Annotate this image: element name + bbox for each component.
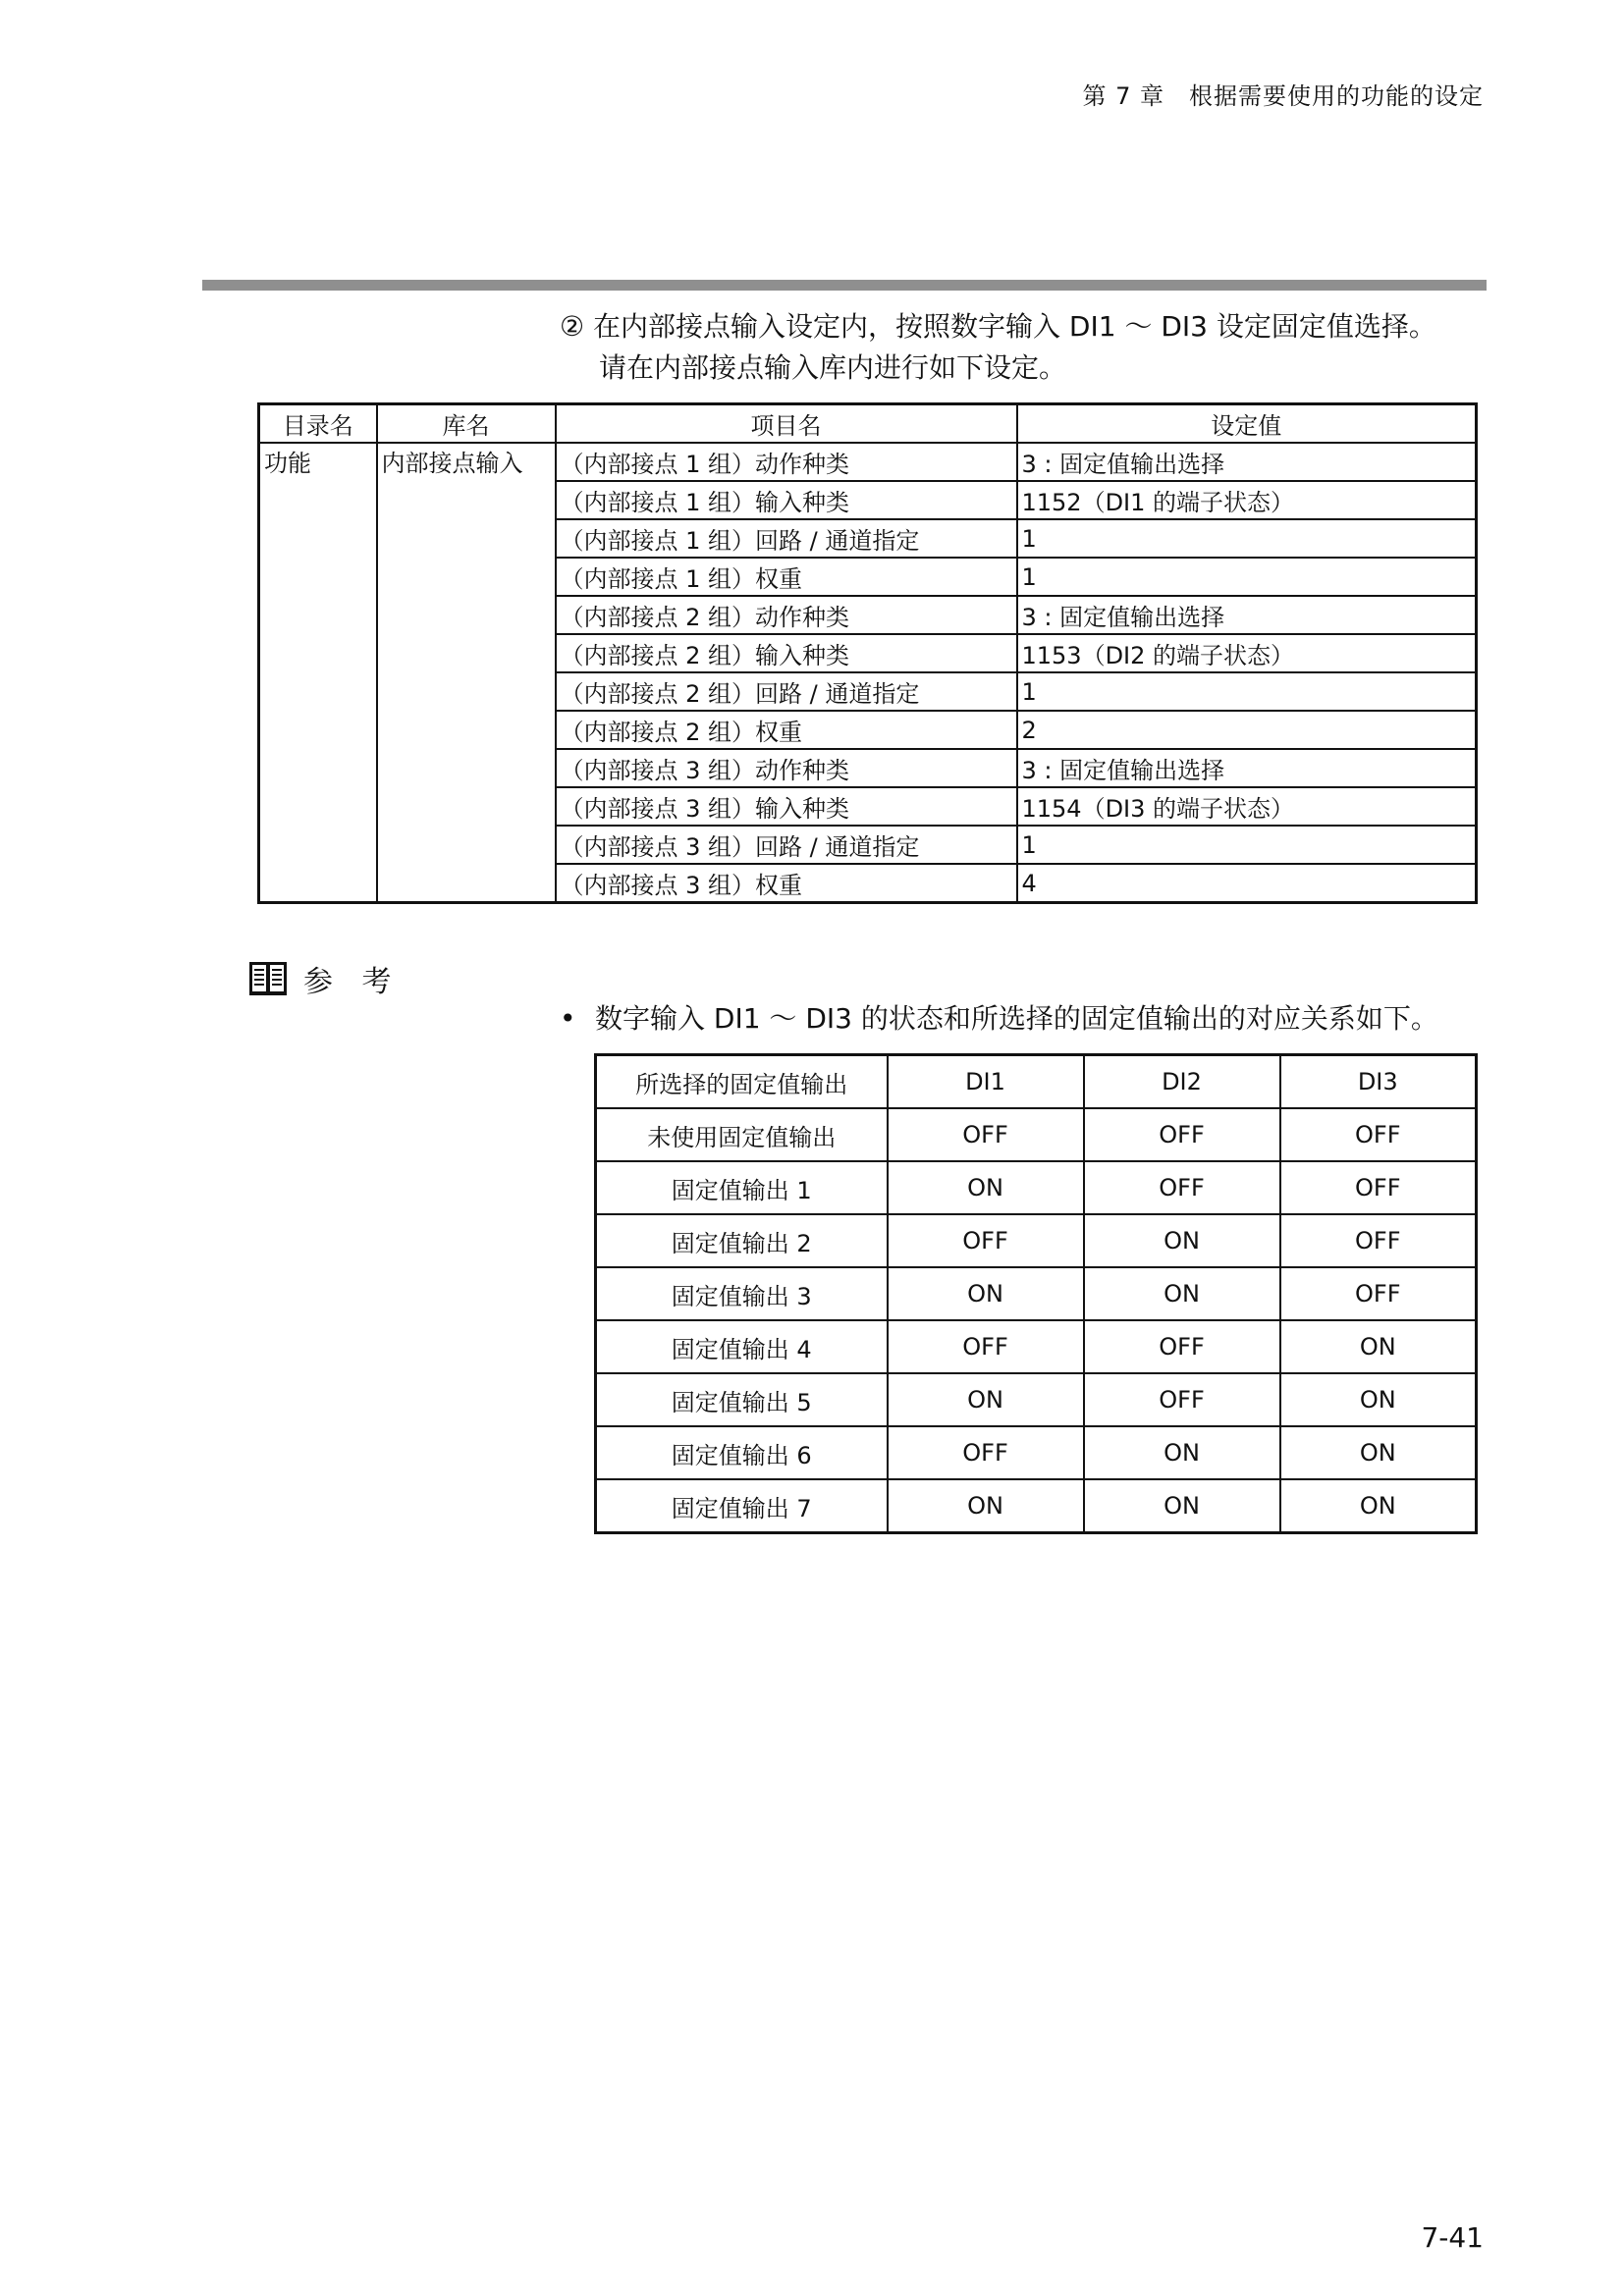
di2-cell: ON (1084, 1479, 1280, 1533)
settings-row (259, 749, 1477, 787)
di2-cell: OFF (1084, 1320, 1280, 1373)
settings-row (259, 596, 1477, 634)
fixed-output-cell: 固定值输出 6 (596, 1426, 888, 1479)
settings-row (259, 864, 1477, 903)
reference-title: 参 考 (303, 965, 402, 999)
library-cell-empty (377, 787, 556, 826)
item-name-cell: （内部接点 2 组）回路 / 通道指定 (556, 672, 1017, 711)
item-name-cell: （内部接点 2 组）输入种类 (556, 634, 1017, 672)
setting-value-cell: 3 : 固定值输出选择 (1017, 596, 1477, 634)
fixed-output-cell: 固定值输出 3 (596, 1267, 888, 1320)
library-cell-empty (377, 596, 556, 634)
di2-cell: OFF (1084, 1373, 1280, 1426)
di1-cell: OFF (888, 1108, 1084, 1161)
relation-row (596, 1108, 1477, 1161)
settings-row (259, 787, 1477, 826)
settings-row (259, 634, 1477, 672)
directory-cell-empty (259, 596, 377, 634)
setting-value-cell: 1 (1017, 672, 1477, 711)
fixed-output-cell: 固定值输出 2 (596, 1214, 888, 1267)
item-name-cell: （内部接点 3 组）权重 (556, 864, 1017, 903)
reference-bullet (560, 997, 1438, 1037)
item-name-cell: （内部接点 1 组）回路 / 通道指定 (556, 519, 1017, 558)
header-value: 设定值 (1017, 404, 1477, 444)
reference-bullet-text: 数字输入 DI1 ～ DI3 的状态和所选择的固定值输出的对应关系如下。 (595, 1002, 1438, 1035)
directory-cell-empty (259, 634, 377, 672)
header-di3: DI3 (1280, 1055, 1477, 1109)
settings-row (259, 443, 1477, 481)
di1-cell: ON (888, 1479, 1084, 1533)
relation-row (596, 1161, 1477, 1214)
item-name-cell: （内部接点 3 组）输入种类 (556, 787, 1017, 826)
di3-cell: ON (1280, 1426, 1477, 1479)
relation-row (596, 1426, 1477, 1479)
relation-table (594, 1053, 1478, 1534)
header-fixed-output: 所选择的固定值输出 (596, 1055, 888, 1109)
setting-value-cell: 1153（DI2 的端子状态） (1017, 634, 1477, 672)
fixed-output-cell: 固定值输出 7 (596, 1479, 888, 1533)
step-line-2: 请在内部接点输入库内进行如下设定。 (599, 351, 1067, 384)
directory-cell-empty (259, 558, 377, 596)
setting-value-cell: 1 (1017, 558, 1477, 596)
library-cell-empty (377, 481, 556, 519)
library-cell-empty (377, 558, 556, 596)
settings-table-header-row (259, 404, 1477, 444)
di2-cell: ON (1084, 1214, 1280, 1267)
settings-row (259, 711, 1477, 749)
di3-cell: ON (1280, 1320, 1477, 1373)
directory-cell-empty (259, 749, 377, 787)
header-item: 项目名 (556, 404, 1017, 444)
di3-cell: OFF (1280, 1161, 1477, 1214)
di1-cell: OFF (888, 1426, 1084, 1479)
chapter-header: 第 7 章 根据需要使用的功能的设定 (1082, 82, 1484, 110)
settings-row (259, 826, 1477, 864)
directory-cell-empty (259, 519, 377, 558)
step-instruction (560, 306, 1436, 389)
book-icon (248, 960, 288, 997)
di3-cell: OFF (1280, 1267, 1477, 1320)
fixed-output-cell: 固定值输出 4 (596, 1320, 888, 1373)
directory-cell-empty (259, 672, 377, 711)
header-library: 库名 (377, 404, 556, 444)
setting-value-cell: 3 : 固定值输出选择 (1017, 443, 1477, 481)
library-cell-empty (377, 749, 556, 787)
setting-value-cell: 1152（DI1 的端子状态） (1017, 481, 1477, 519)
relation-table-header-row (596, 1055, 1477, 1109)
directory-cell-empty (259, 864, 377, 903)
library-cell-empty (377, 711, 556, 749)
setting-value-cell: 3 : 固定值输出选择 (1017, 749, 1477, 787)
library-cell-empty (377, 519, 556, 558)
library-cell-empty (377, 864, 556, 903)
bullet-dot: • (560, 1002, 576, 1035)
di3-cell: OFF (1280, 1108, 1477, 1161)
di2-cell: OFF (1084, 1108, 1280, 1161)
relation-row (596, 1214, 1477, 1267)
settings-table (257, 402, 1478, 904)
setting-value-cell: 2 (1017, 711, 1477, 749)
di3-cell: ON (1280, 1373, 1477, 1426)
di3-cell: OFF (1280, 1214, 1477, 1267)
item-name-cell: （内部接点 1 组）输入种类 (556, 481, 1017, 519)
relation-row (596, 1479, 1477, 1533)
fixed-output-cell: 固定值输出 1 (596, 1161, 888, 1214)
settings-row (259, 558, 1477, 596)
setting-value-cell: 1 (1017, 519, 1477, 558)
directory-cell-empty (259, 481, 377, 519)
item-name-cell: （内部接点 3 组）回路 / 通道指定 (556, 826, 1017, 864)
di1-cell: OFF (888, 1214, 1084, 1267)
section-divider (202, 280, 1487, 291)
library-cell-empty (377, 826, 556, 864)
di1-cell: ON (888, 1161, 1084, 1214)
di2-cell: OFF (1084, 1161, 1280, 1214)
di2-cell: ON (1084, 1267, 1280, 1320)
settings-row (259, 672, 1477, 711)
setting-value-cell: 1 (1017, 826, 1477, 864)
library-cell-empty (377, 672, 556, 711)
fixed-output-cell: 固定值输出 5 (596, 1373, 888, 1426)
di1-cell: ON (888, 1267, 1084, 1320)
header-di1: DI1 (888, 1055, 1084, 1109)
directory-cell-empty (259, 711, 377, 749)
di3-cell: ON (1280, 1479, 1477, 1533)
header-di2: DI2 (1084, 1055, 1280, 1109)
header-directory: 目录名 (259, 404, 377, 444)
directory-cell-empty (259, 787, 377, 826)
fixed-output-cell: 未使用固定值输出 (596, 1108, 888, 1161)
library-cell: 内部接点输入 (377, 443, 556, 481)
item-name-cell: （内部接点 1 组）动作种类 (556, 443, 1017, 481)
item-name-cell: （内部接点 3 组）动作种类 (556, 749, 1017, 787)
di1-cell: ON (888, 1373, 1084, 1426)
relation-row (596, 1267, 1477, 1320)
item-name-cell: （内部接点 2 组）权重 (556, 711, 1017, 749)
page-number: 7-41 (1421, 2221, 1484, 2254)
setting-value-cell: 1154（DI3 的端子状态） (1017, 787, 1477, 826)
directory-cell-empty (259, 826, 377, 864)
settings-row (259, 519, 1477, 558)
step-line-1: ② 在内部接点输入设定内，按照数字输入 DI1 ～ DI3 设定固定值选择。 (560, 310, 1436, 343)
setting-value-cell: 4 (1017, 864, 1477, 903)
directory-cell: 功能 (259, 443, 377, 481)
item-name-cell: （内部接点 2 组）动作种类 (556, 596, 1017, 634)
reference-heading (248, 957, 402, 1000)
library-cell-empty (377, 634, 556, 672)
settings-row (259, 481, 1477, 519)
di1-cell: OFF (888, 1320, 1084, 1373)
item-name-cell: （内部接点 1 组）权重 (556, 558, 1017, 596)
relation-row (596, 1373, 1477, 1426)
relation-row (596, 1320, 1477, 1373)
di2-cell: ON (1084, 1426, 1280, 1479)
